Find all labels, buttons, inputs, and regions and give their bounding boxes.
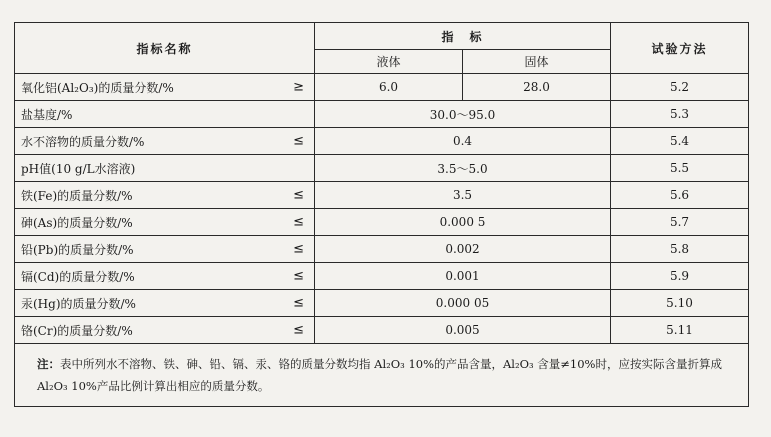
row-name [15,182,315,209]
row-name [15,236,315,263]
header-liquid: 液体 [315,50,463,74]
row-label: 铬(Cr)的质量分数/% [21,323,133,338]
row-label: pH值(10 g/L水溶液) [21,161,136,176]
indicator-value: 0.001 [315,263,611,290]
method-ref: 5.4 [611,128,749,155]
indicator-value: 0.000 5 [315,209,611,236]
method-ref: 5.7 [611,209,749,236]
row-label: 铁(Fe)的质量分数/% [21,188,133,203]
row-name [15,74,315,101]
indicator-value: 0.005 [315,317,611,344]
indicator-value: 0.000 05 [315,290,611,317]
table-row [15,290,749,317]
row-name [15,317,315,344]
specification-table [14,22,749,407]
note-label: 注： [37,357,60,371]
table-row [15,182,749,209]
solid-value: 28.0 [463,74,611,101]
table-row [15,101,749,128]
row-name [15,155,315,182]
indicator-value: 3.5～5.0 [315,155,611,182]
method-ref: 5.9 [611,263,749,290]
method-ref: 5.3 [611,101,749,128]
note-text: 表中所列水不溶物、铁、砷、铅、镉、汞、铬的质量分数均指 Al₂O₃ 10%的产品含量，Al₂O₃ 含量≠10%时，应按实际含量折算成 Al₂O₃ 10%产品比例计算出相应的质量分数。 [37,357,722,393]
method-ref: 5.2 [611,74,749,101]
header-method: 试验方法 [611,23,749,74]
table-row [15,317,749,344]
row-name [15,263,315,290]
note-row [15,344,749,407]
comparison-symbol: ≤ [293,322,304,338]
liquid-value: 6.0 [315,74,463,101]
row-label: 铅(Pb)的质量分数/% [21,242,134,257]
comparison-symbol: ≤ [293,295,304,311]
row-label: 镉(Cd)的质量分数/% [21,269,135,284]
comparison-symbol: ≥ [293,79,304,95]
indicator-value: 0.4 [315,128,611,155]
comparison-symbol: ≤ [293,268,304,284]
row-label: 氧化铝(Al₂O₃)的质量分数/% [21,80,174,95]
header-row [15,23,749,50]
table-row [15,209,749,236]
table-row [15,236,749,263]
row-label: 砷(As)的质量分数/% [21,215,133,230]
method-ref: 5.6 [611,182,749,209]
header-name: 指标名称 [15,23,315,74]
header-indicator: 指 标 [315,23,611,50]
row-label: 盐基度/% [21,107,73,122]
table-note [15,344,749,407]
row-name [15,290,315,317]
row-label: 汞(Hg)的质量分数/% [21,296,136,311]
method-ref: 5.5 [611,155,749,182]
comparison-symbol: ≤ [293,214,304,230]
indicator-value: 3.5 [315,182,611,209]
table-row [15,74,749,101]
method-ref: 5.8 [611,236,749,263]
indicator-value: 30.0～95.0 [315,101,611,128]
comparison-symbol: ≤ [293,241,304,257]
row-name [15,128,315,155]
comparison-symbol: ≤ [293,133,304,149]
header-solid: 固体 [463,50,611,74]
row-name [15,101,315,128]
table-row [15,155,749,182]
method-ref: 5.11 [611,317,749,344]
indicator-value: 0.002 [315,236,611,263]
table-row [15,128,749,155]
table-row [15,263,749,290]
comparison-symbol: ≤ [293,187,304,203]
row-label: 水不溶物的质量分数/% [21,134,145,149]
row-name [15,209,315,236]
method-ref: 5.10 [611,290,749,317]
